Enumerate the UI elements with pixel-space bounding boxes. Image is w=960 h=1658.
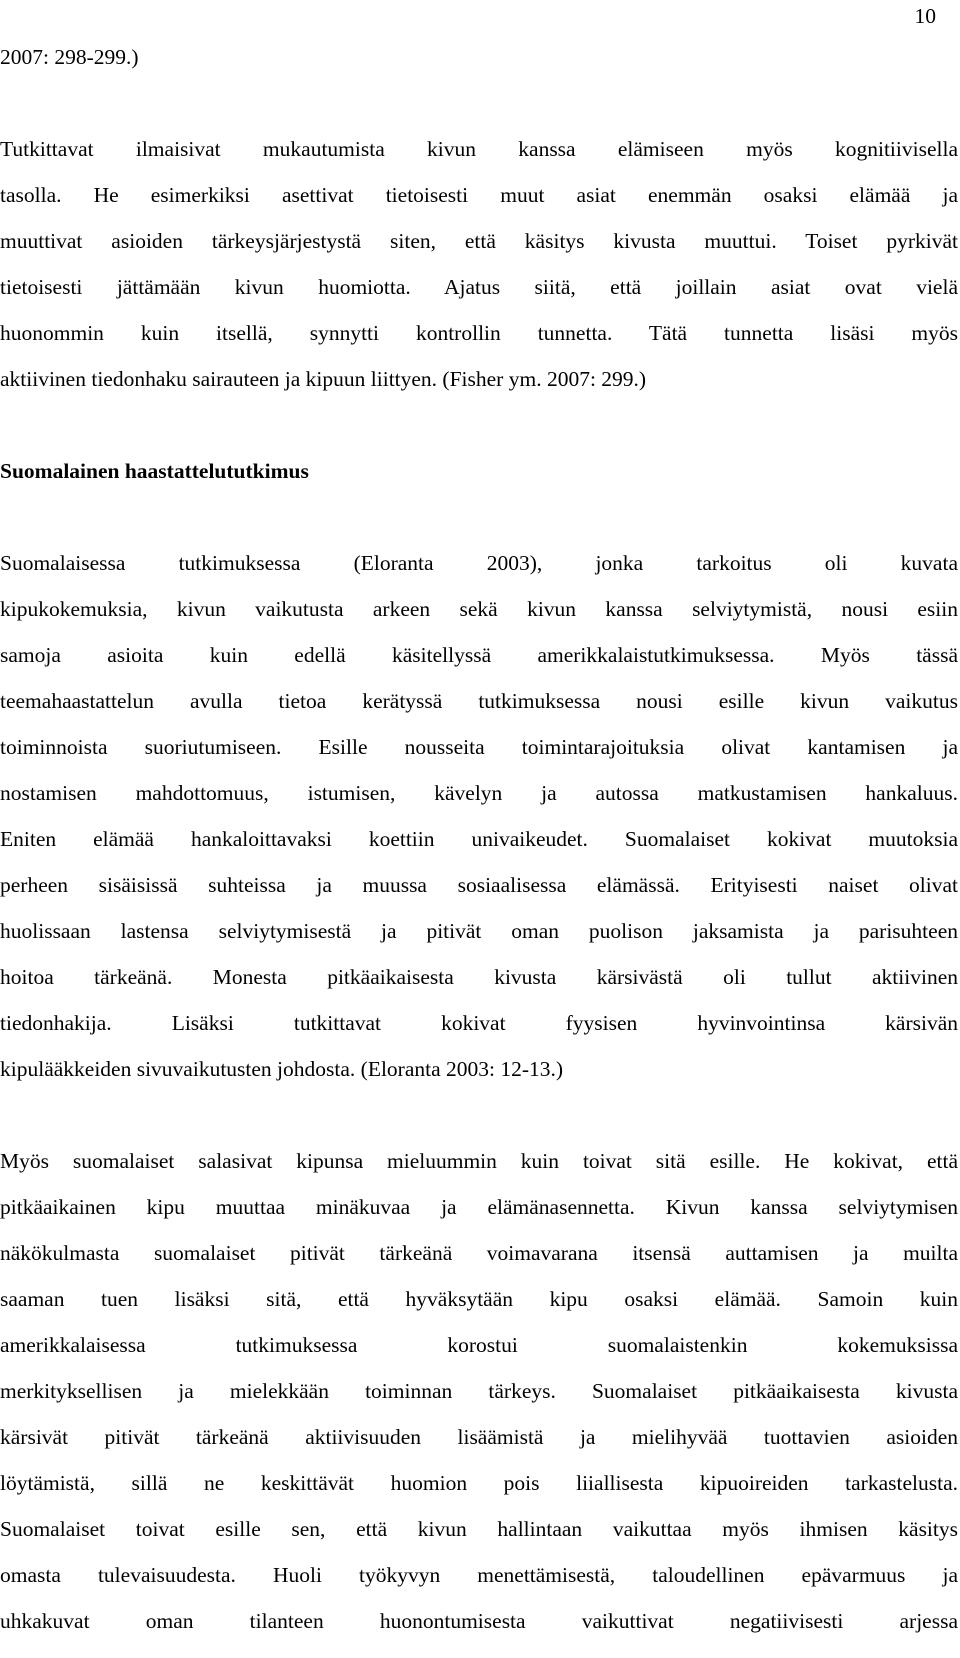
text-line: Tutkittavat ilmaisivat mukautumista kivun kanssa elämiseen myös kognitiivisella [0,137,958,161]
text-line: tietoisesti jättämään kivun huomiotta. Ajatus siitä, että joillain asiat ovat vielä [0,275,958,299]
text-line: kipulääkkeiden sivuvaikutusten johdosta. (Eloranta 2003: 12-13.) [0,1057,564,1081]
text-line: hoitoa tärkeänä. Monesta pitkäaikaisesta kivusta kärsivästä oli tullut aktiivinen [0,965,958,989]
document-body [0,40,958,1650]
spacer [0,408,958,454]
continuation-line: 2007: 298-299.) [0,45,139,69]
text-line: kipukokemuksia, kivun vaikutusta arkeen sekä kivun kanssa selviytymistä, nousi esiin [0,597,958,621]
page-number: 10 [914,4,936,28]
paragraph-finnish-study [0,546,958,1098]
text-line: uhkakuvat oman tilanteen huonontumisesta vaikuttivat negatiivisesti arjessa [0,1609,958,1633]
text-line: samoja asioita kuin edellä käsitellyssä amerikkalaistutkimuksessa. Myös tässä [0,643,958,667]
text-line: Myös suomalaiset salasivat kipunsa mieluummin kuin toivat sitä esille. He kokivat, että [0,1149,958,1173]
text-line: saaman tuen lisäksi sitä, että hyväksytään kipu osaksi elämää. Samoin kuin [0,1287,958,1311]
text-line: Suomalaiset toivat esille sen, että kivun hallintaan vaikuttaa myös ihmisen käsitys [0,1517,958,1541]
paragraph-finnish-coping [0,1144,958,1650]
text-line: omasta tulevaisuudesta. Huoli työkyvyn menettämisestä, taloudellinen epävarmuus ja [0,1563,958,1587]
text-line: Eniten elämää hankaloittavaksi koettiin univaikeudet. Suomalaiset kokivat muutoksia [0,827,958,851]
spacer [0,86,958,132]
text-line: toiminnoista suoriutumiseen. Esille nousseita toimintarajoituksia olivat kantamisen ja [0,735,958,759]
text-line: pitkäaikainen kipu muuttaa minäkuvaa ja elämänasennetta. Kivun kanssa selviytymisen [0,1195,958,1219]
text-line: huonommin kuin itsellä, synnytti kontrollin tunnetta. Tätä tunnetta lisäsi myös [0,321,958,345]
text-line: Suomalaisessa tutkimuksessa (Eloranta 2003), jonka tarkoitus oli kuvata [0,551,958,575]
spacer [0,500,958,546]
text-line: tiedonhakija. Lisäksi tutkittavat kokivat fyysisen hyvinvointinsa kärsivän [0,1011,958,1035]
text-line: perheen sisäisissä suhteissa ja muussa sosiaalisessa elämässä. Erityisesti naiset olivat [0,873,958,897]
section-heading: Suomalainen haastattelututkimus [0,459,309,483]
text-line: löytämistä, sillä ne keskittävät huomion pois liiallisesta kipuoireiden tarkastelusta. [0,1471,958,1495]
spacer [0,1098,958,1144]
text-line: tasolla. He esimerkiksi asettivat tietoisesti muut asiat enemmän osaksi elämää ja [0,183,958,207]
text-line: nostamisen mahdottomuus, istumisen, kävelyn ja autossa matkustamisen hankaluus. [0,781,958,805]
text-line: merkityksellisen ja mielekkään toiminnan tärkeys. Suomalaiset pitkäaikaisesta kivusta [0,1379,958,1403]
text-line: aktiivinen tiedonhaku sairauteen ja kipuun liittyen. (Fisher ym. 2007: 299.) [0,367,647,391]
text-line: amerikkalaisessa tutkimuksessa korostui suomalaistenkin kokemuksissa [0,1333,958,1357]
paragraph-coping-cognitive [0,132,958,408]
text-line: teemahaastattelun avulla tietoa kerätyssä tutkimuksessa nousi esille kivun vaikutus [0,689,958,713]
text-line: muuttivat asioiden tärkeysjärjestystä siten, että käsitys kivusta muuttui. Toiset pyrkivät [0,229,958,253]
text-line: kärsivät pitivät tärkeänä aktiivisuuden lisäämistä ja mielihyvää tuottavien asioiden [0,1425,958,1449]
text-line: huolissaan lastensa selviytymisestä ja pitivät oman puolison jaksamista ja parisuhteen [0,919,958,943]
text-line: näkökulmasta suomalaiset pitivät tärkeänä voimavarana itsensä auttamisen ja muilta [0,1241,958,1265]
